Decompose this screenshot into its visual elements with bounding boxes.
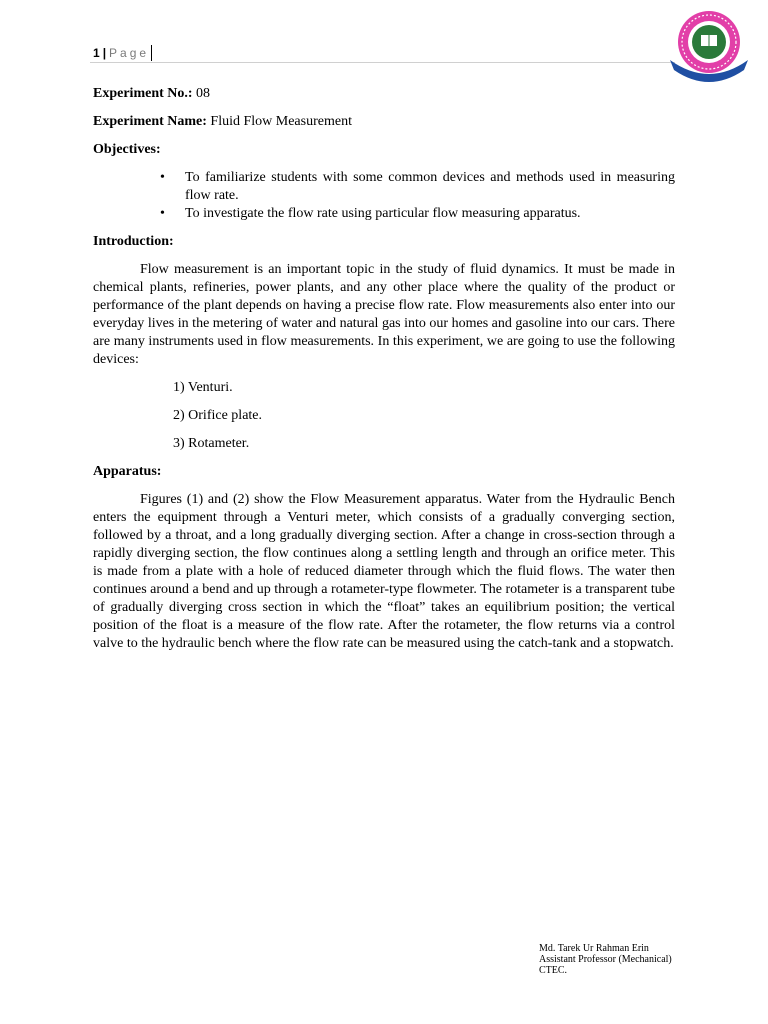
objective-text: To investigate the flow rate using particular flow measuring apparatus. bbox=[185, 206, 581, 221]
apparatus-heading: Apparatus: bbox=[93, 464, 162, 479]
introduction-heading: Introduction: bbox=[93, 234, 174, 249]
apparatus-paragraph: Figures (1) and (2) show the Flow Measurement apparatus. Water from the Hydraulic Bench enters the equipment through a Venturi meter, which consists of a gradually converging section, followed by a throat, and a long gradually diverging section. After a change in cross-section through a rapidly diverging section, the flow continues along a settling length and through an orifice meter. This is made from a plate with a hole of reduced diameter through which the fluid flows. The water then continues around a bend and up through a rotameter-type flowmeter. The rotameter is a transparent tube of gradually diverging cross section in which the “float” takes an equilibrium position; the vertical position of the float is a measure of the flow rate. After the rotameter, the flow returns via a control valve to the hydraulic bench where the flow rate can be measured using the catch-tank and a stopwatch. bbox=[93, 492, 675, 651]
signature-institution: CTEC. bbox=[539, 965, 568, 976]
experiment-number bbox=[93, 85, 675, 103]
device-item: 1) Venturi. bbox=[173, 380, 233, 395]
device-item: 2) Orifice plate. bbox=[173, 408, 263, 423]
signature-block bbox=[539, 943, 672, 976]
experiment-name-label: Experiment Name: bbox=[93, 114, 207, 129]
introduction-paragraph: Flow measurement is an important topic in the study of fluid dynamics. It must be made in chemical plants, refineries, power plants, and any other place where the quality of the product or performance of the plant depends on having a precise flow rate. Flow measurements also enter into our everyday lives in the metering of water and natural gas into our homes and gasoline into our cars. There are many instruments used in flow measurements. In this experiment, we are going to use the following devices: bbox=[93, 262, 675, 367]
bullet-icon: • bbox=[160, 170, 165, 185]
objective-item bbox=[93, 169, 675, 205]
document-body bbox=[93, 85, 675, 663]
experiment-number-label: Experiment No.: bbox=[93, 86, 193, 101]
device-item: 3) Rotameter. bbox=[173, 436, 250, 451]
page-number: 1 bbox=[93, 46, 100, 60]
objectives-list bbox=[93, 169, 675, 223]
page-word: Page bbox=[109, 46, 150, 60]
signature-name: Md. Tarek Ur Rahman Erin bbox=[539, 943, 649, 954]
page-separator: | bbox=[102, 46, 107, 60]
experiment-name bbox=[93, 113, 675, 131]
signature-title: Assistant Professor (Mechanical) bbox=[539, 954, 672, 965]
objective-item bbox=[93, 205, 675, 223]
objectives-heading: Objectives: bbox=[93, 142, 161, 157]
page-header bbox=[93, 44, 673, 62]
institution-seal-icon bbox=[664, 8, 754, 86]
objective-text: To familiarize students with some common devices and methods used in measuring flow rate. bbox=[185, 170, 675, 203]
header-rule bbox=[90, 62, 675, 63]
bullet-icon: • bbox=[160, 206, 165, 221]
experiment-number-value: 08 bbox=[192, 86, 211, 101]
experiment-name-value: Fluid Flow Measurement bbox=[206, 114, 352, 129]
header-bar bbox=[151, 45, 152, 61]
